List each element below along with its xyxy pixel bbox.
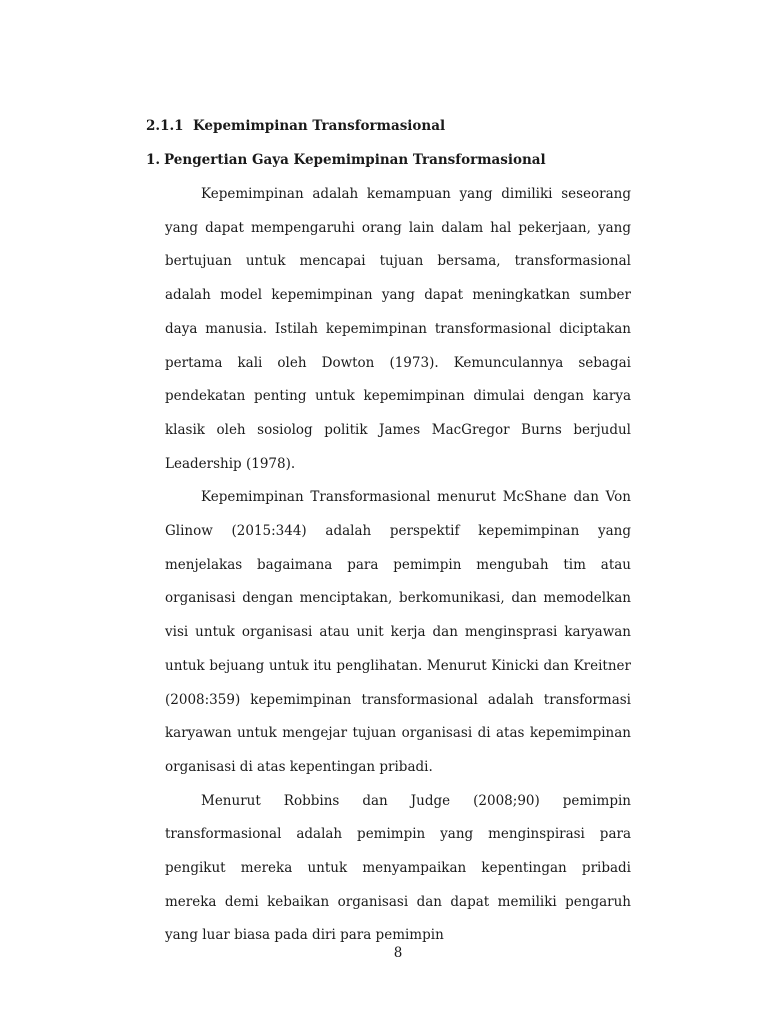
subsection-heading (146, 152, 546, 168)
section-title: Kepemimpinan Transformasional (193, 118, 446, 134)
page-number: 8 (393, 945, 403, 961)
paragraph-2: Kepemimpinan Transformasional menurut McShane dan Von Glinow (2015:344) adalah perspektif kepemimpinan yang menjelakas bagaimana para pemimpin mengubah tim atau organisasi dengan menciptakan, berkomunikasi, dan memodelkan visi untuk organisasi atau unit kerja dan menginsprasi karyawan untuk bejuang untuk itu penglihatan. Menurut Kinicki dan Kreitner (2008:359) kepemimpinan transformasional adalah transformasi karyawan untuk mengejar tujuan organisasi di atas kepemimpinan organisasi di atas kepentingan pribadi. (165, 489, 631, 775)
paragraph-3: Menurut Robbins dan Judge (2008;90) pemimpin transformasional adalah pemimpin yang menginspirasi para pengikut mereka untuk menyampaikan kepentingan pribadi mereka demi kebaikan organisasi dan dapat memiliki pengaruh yang luar biasa pada diri para pemimpin (165, 792, 631, 944)
body-text (165, 178, 631, 953)
subsection-number: 1. (146, 152, 161, 168)
section-number: 2.1.1 (146, 118, 184, 134)
paragraph-1: Kepemimpinan adalah kemampuan yang dimiliki seseorang yang dapat mempengaruhi orang lain dalam hal pekerjaan, yang bertujuan untuk mencapai tujuan bersama, transformasional adalah model kepemimpinan yang dapat meningkatkan sumber daya manusia. Istilah kepemimpinan transformasional diciptakan pertama kali oleh Dowton (1973). Kemunculannya sebagai pendekatan penting untuk kepemimpinan dimulai dengan karya klasik oleh sosiolog politik James MacGregor Burns berjudul Leadership (1978). (165, 186, 631, 472)
subsection-title: Pengertian Gaya Kepemimpinan Transformasional (164, 152, 546, 168)
section-heading (146, 118, 445, 134)
